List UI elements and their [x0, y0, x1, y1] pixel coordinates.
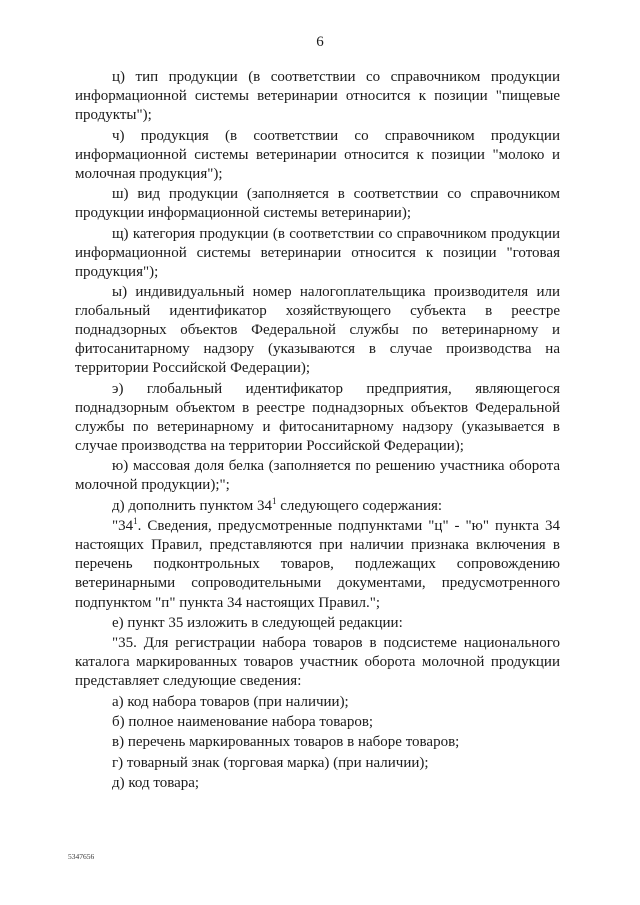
document-code: 5347656: [68, 852, 95, 861]
page-number: 6: [316, 34, 324, 50]
paragraph-ts: ц) тип продукции (в соответствии со справочником продукции информационной системы ветеринарии относится к позиции "пищевые продукты");: [75, 69, 560, 124]
paragraph-d: д) код товара;: [112, 775, 200, 792]
paragraph-a: а) код набора товаров (при наличии);: [112, 693, 349, 710]
paragraph-e-amendment: е) пункт 35 изложить в следующей редакции:: [112, 614, 403, 631]
document-body: [75, 68, 560, 793]
paragraph-34-text: . Сведения, предусмотренные подпунктами "ц" - "ю" пункта 34 настоящих Правил, представляются при наличии признака включения в перечень подконтрольных товаров, подлежащих сопровождению ветеринарными сопроводительными документами, предусмотренного подпунктом "п" пункта 34 настоящих Правил.";: [75, 518, 560, 611]
superscript: 1: [133, 516, 138, 527]
paragraph-35: "35. Для регистрации набора товаров в подсистеме национального каталога маркированных товаров участник оборота молочной продукции представляет следующие сведения:: [75, 635, 560, 690]
paragraph-34-1: [75, 517, 560, 612]
paragraph-v: в) перечень маркированных товаров в наборе товаров;: [112, 734, 460, 751]
paragraph-y: ы) индивидуальный номер налогоплательщика производителя или глобальный идентификатор хозяйствующего субъекта в реестре поднадзорных объектов Федеральной службы по ветеринарному и фитосанитарному надзору (указываются в случае производства на территории Российской Федерации);: [75, 284, 560, 377]
paragraph-e: э) глобальный идентификатор предприятия, являющегося поднадзорным объектом в реестре поднадзорных объектов Федеральной службы по ветеринарному и фитосанитарному надзору (указывается в случае производства на территории Российской Федерации);: [75, 380, 560, 455]
paragraph-b: б) полное наименование набора товаров;: [112, 714, 374, 731]
paragraph-sh: ш) вид продукции (заполняется в соответствии со справочником продукции информационной системы ветеринарии);: [75, 186, 560, 222]
paragraph-d-text: д) дополнить пунктом 34: [112, 497, 272, 514]
paragraph-g: г) товарный знак (торговая марка) (при наличии);: [112, 754, 429, 771]
paragraph-34-number: "34: [112, 518, 134, 535]
paragraph-shch: щ) категория продукции (в соответствии со справочником продукции информационной системы ветеринарии относится к позиции "готовая продукция");: [75, 225, 560, 280]
paragraph-d-amendment: [75, 497, 560, 516]
paragraph-ch: ч) продукция (в соответствии со справочником продукции информационной системы ветеринарии относится к позиции "молоко и молочная продукция");: [75, 127, 560, 182]
paragraph-d-text-end: следующего содержания:: [276, 497, 443, 514]
paragraph-yu: ю) массовая доля белка (заполняется по решению участника оборота молочной продукции);";: [75, 458, 560, 494]
superscript: 1: [271, 495, 277, 506]
